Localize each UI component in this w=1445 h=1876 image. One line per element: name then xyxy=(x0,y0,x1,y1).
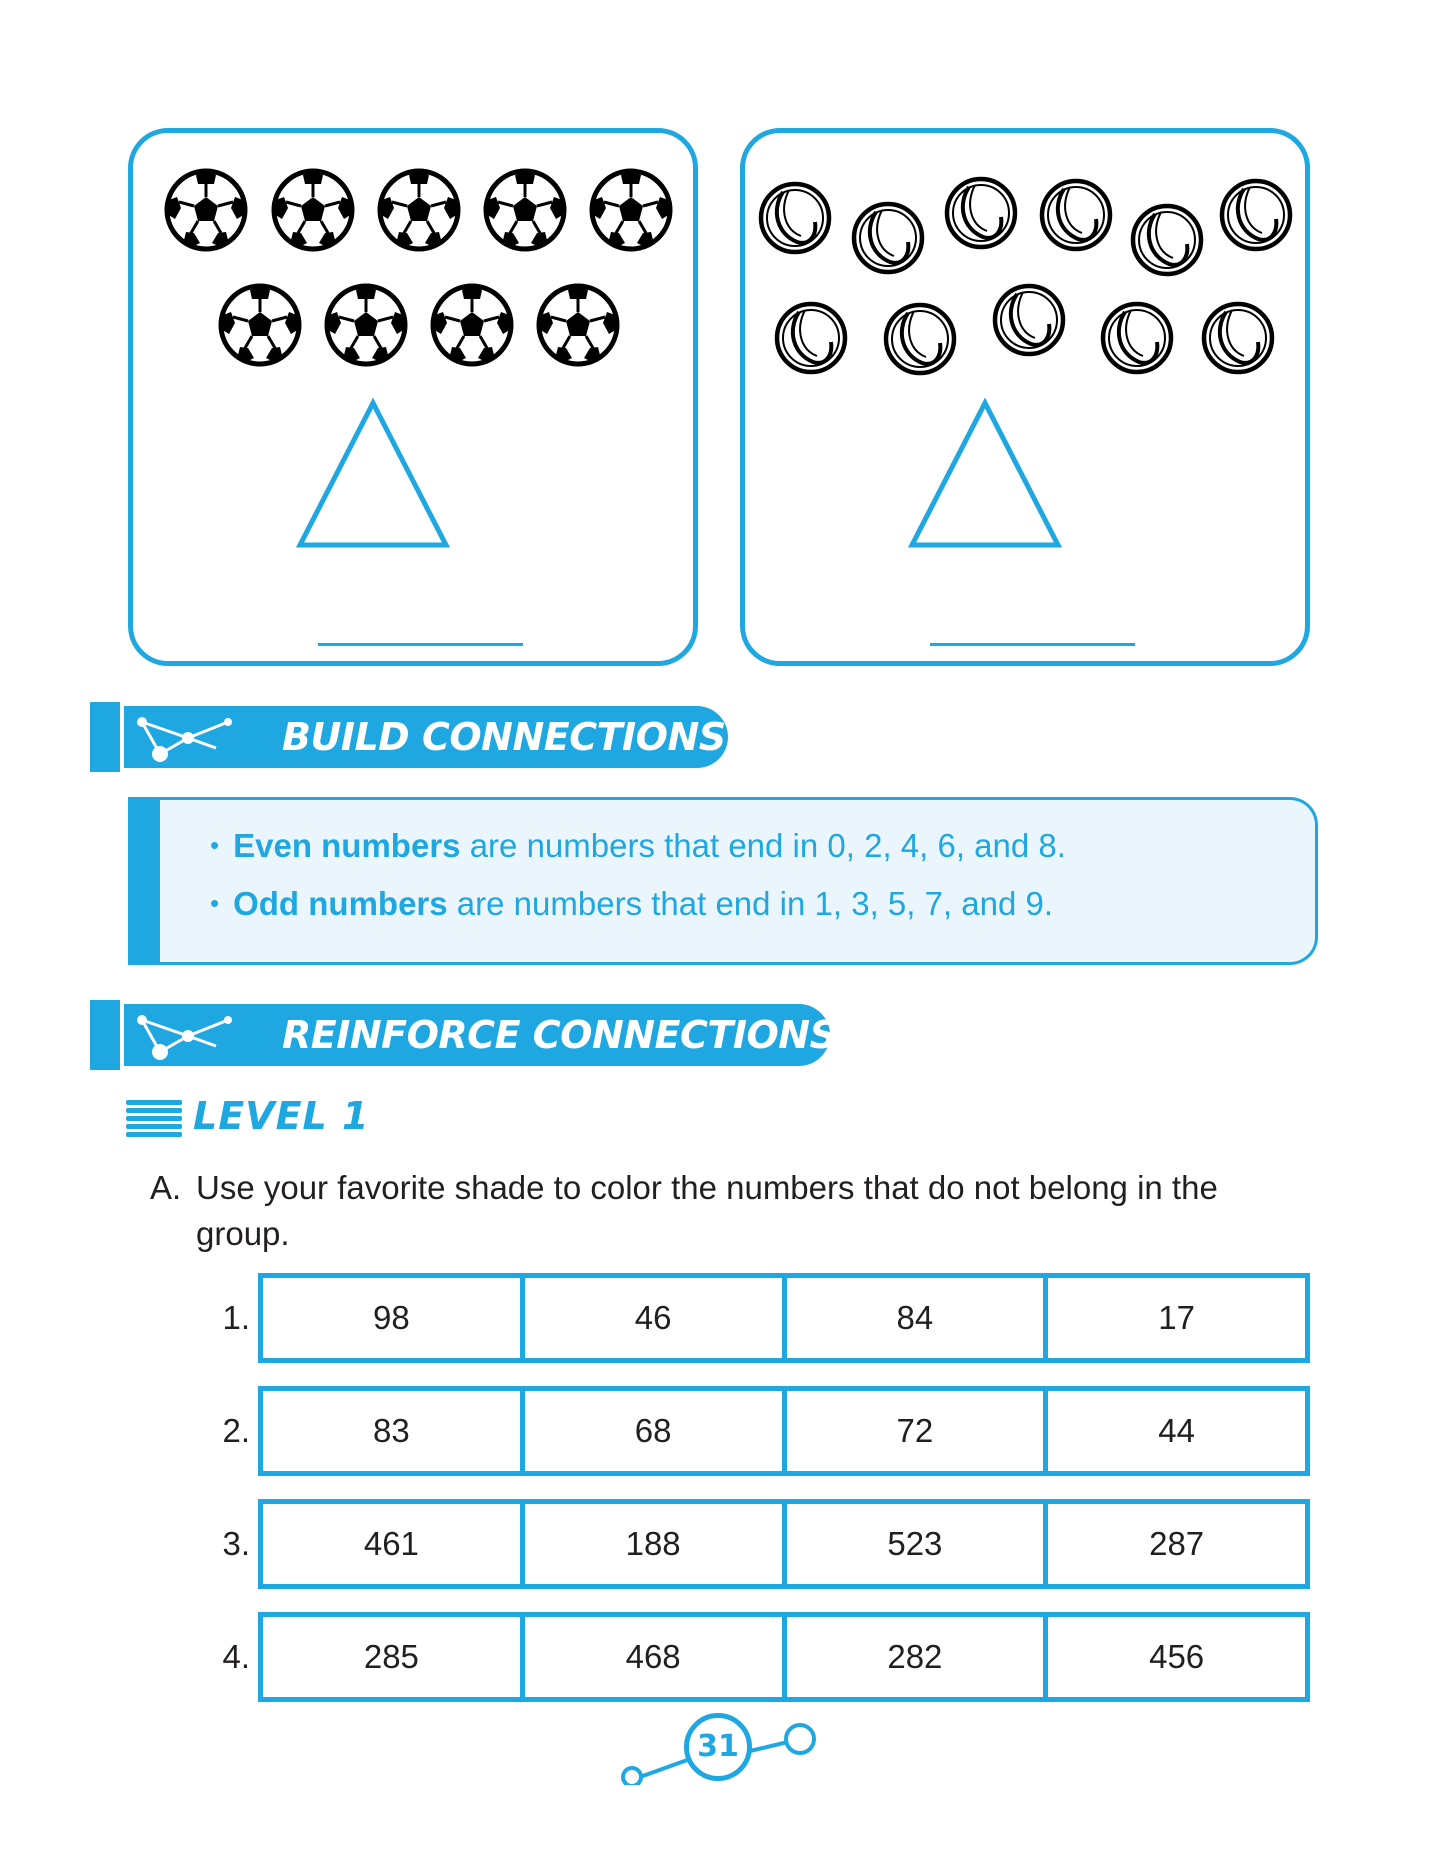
number-cell[interactable]: 287 xyxy=(1149,1525,1205,1562)
tennis-ball xyxy=(1204,304,1272,372)
number-cell[interactable]: 68 xyxy=(525,1391,787,1471)
tennis-ball xyxy=(886,305,954,373)
number-cell[interactable]: 83 xyxy=(263,1391,525,1471)
term: Even numbers xyxy=(233,827,461,864)
tennis-ball-panel xyxy=(740,128,1310,666)
number-cell[interactable]: 456 xyxy=(1149,1638,1205,1675)
page-number xyxy=(670,1703,770,1793)
soccer-ball xyxy=(592,171,670,249)
number-cell[interactable]: 44 xyxy=(1158,1412,1195,1449)
number-cell[interactable]: 17 xyxy=(1158,1299,1195,1336)
definition-text: are numbers that end in 0, 2, 4, 6, and 8. xyxy=(460,827,1066,864)
constellation-icon xyxy=(130,708,280,768)
number-cells xyxy=(258,1612,1310,1702)
question-letter: A. xyxy=(150,1169,182,1206)
answer-line[interactable] xyxy=(318,643,523,646)
tennis-ball xyxy=(1133,206,1201,274)
tennis-ball xyxy=(947,179,1015,247)
tennis-ball xyxy=(1222,181,1290,249)
term: Odd numbers xyxy=(233,885,448,922)
number-cell[interactable]: 84 xyxy=(787,1278,1049,1358)
soccer-ball xyxy=(539,286,617,364)
number-cell[interactable]: 72 xyxy=(787,1391,1049,1471)
number-cell[interactable]: 461 xyxy=(263,1504,525,1584)
number-row xyxy=(220,1273,1310,1363)
bullet-icon: • xyxy=(210,888,220,918)
soccer-ball xyxy=(433,286,511,364)
triangle-shape xyxy=(300,403,446,545)
tennis-ball-group xyxy=(745,133,1305,661)
number-cell[interactable]: 282 xyxy=(787,1617,1049,1697)
soccer-ball xyxy=(167,171,245,249)
soccer-ball xyxy=(327,286,405,364)
number-row xyxy=(220,1499,1310,1589)
row-label: 1. xyxy=(222,1299,250,1336)
number-row xyxy=(220,1386,1310,1476)
number-cell[interactable]: 285 xyxy=(263,1617,525,1697)
soccer-ball xyxy=(274,171,352,249)
banner-title: REINFORCE CONNECTIONS xyxy=(282,1013,837,1057)
soccer-ball-group xyxy=(133,133,693,661)
tennis-ball xyxy=(854,204,922,272)
number-row xyxy=(220,1612,1310,1702)
soccer-ball xyxy=(221,286,299,364)
soccer-ball xyxy=(380,171,458,249)
banner-title: BUILD CONNECTIONS xyxy=(282,715,726,759)
bullet-icon: • xyxy=(210,830,220,860)
instruction-line-1: Use your favorite shade to color the numbers that do not belong in the xyxy=(196,1169,1218,1206)
level-title: LEVEL 1 xyxy=(193,1094,370,1138)
number-cell[interactable]: 468 xyxy=(525,1617,787,1697)
row-label: 2. xyxy=(222,1412,250,1449)
tennis-ball xyxy=(761,184,829,252)
number-cells xyxy=(258,1273,1310,1363)
even-definition xyxy=(210,827,1066,865)
tennis-ball xyxy=(995,286,1063,354)
tennis-ball xyxy=(777,304,845,372)
definition-text: are numbers that end in 1, 3, 5, 7, and 9. xyxy=(447,885,1054,922)
soccer-ball xyxy=(486,171,564,249)
number-cell[interactable]: 98 xyxy=(263,1278,525,1358)
number-cells xyxy=(258,1386,1310,1476)
number-cell[interactable]: 46 xyxy=(525,1278,787,1358)
row-label: 4. xyxy=(222,1638,250,1675)
soccer-ball-panel xyxy=(128,128,698,666)
odd-definition xyxy=(210,885,1053,923)
answer-line[interactable] xyxy=(930,643,1135,646)
page-number-text: 31 xyxy=(684,1713,752,1781)
row-label: 3. xyxy=(222,1525,250,1562)
number-cell[interactable]: 188 xyxy=(525,1504,787,1584)
definition-box xyxy=(128,797,1318,965)
triangle-shape xyxy=(912,403,1058,545)
stack-icon xyxy=(126,1100,182,1142)
instruction xyxy=(150,1165,1330,1257)
number-cell[interactable]: 523 xyxy=(787,1504,1049,1584)
tennis-ball xyxy=(1103,304,1171,372)
constellation-icon xyxy=(130,1006,280,1066)
tennis-ball xyxy=(1042,181,1110,249)
number-cells xyxy=(258,1499,1310,1589)
instruction-line-2: group. xyxy=(196,1215,290,1252)
